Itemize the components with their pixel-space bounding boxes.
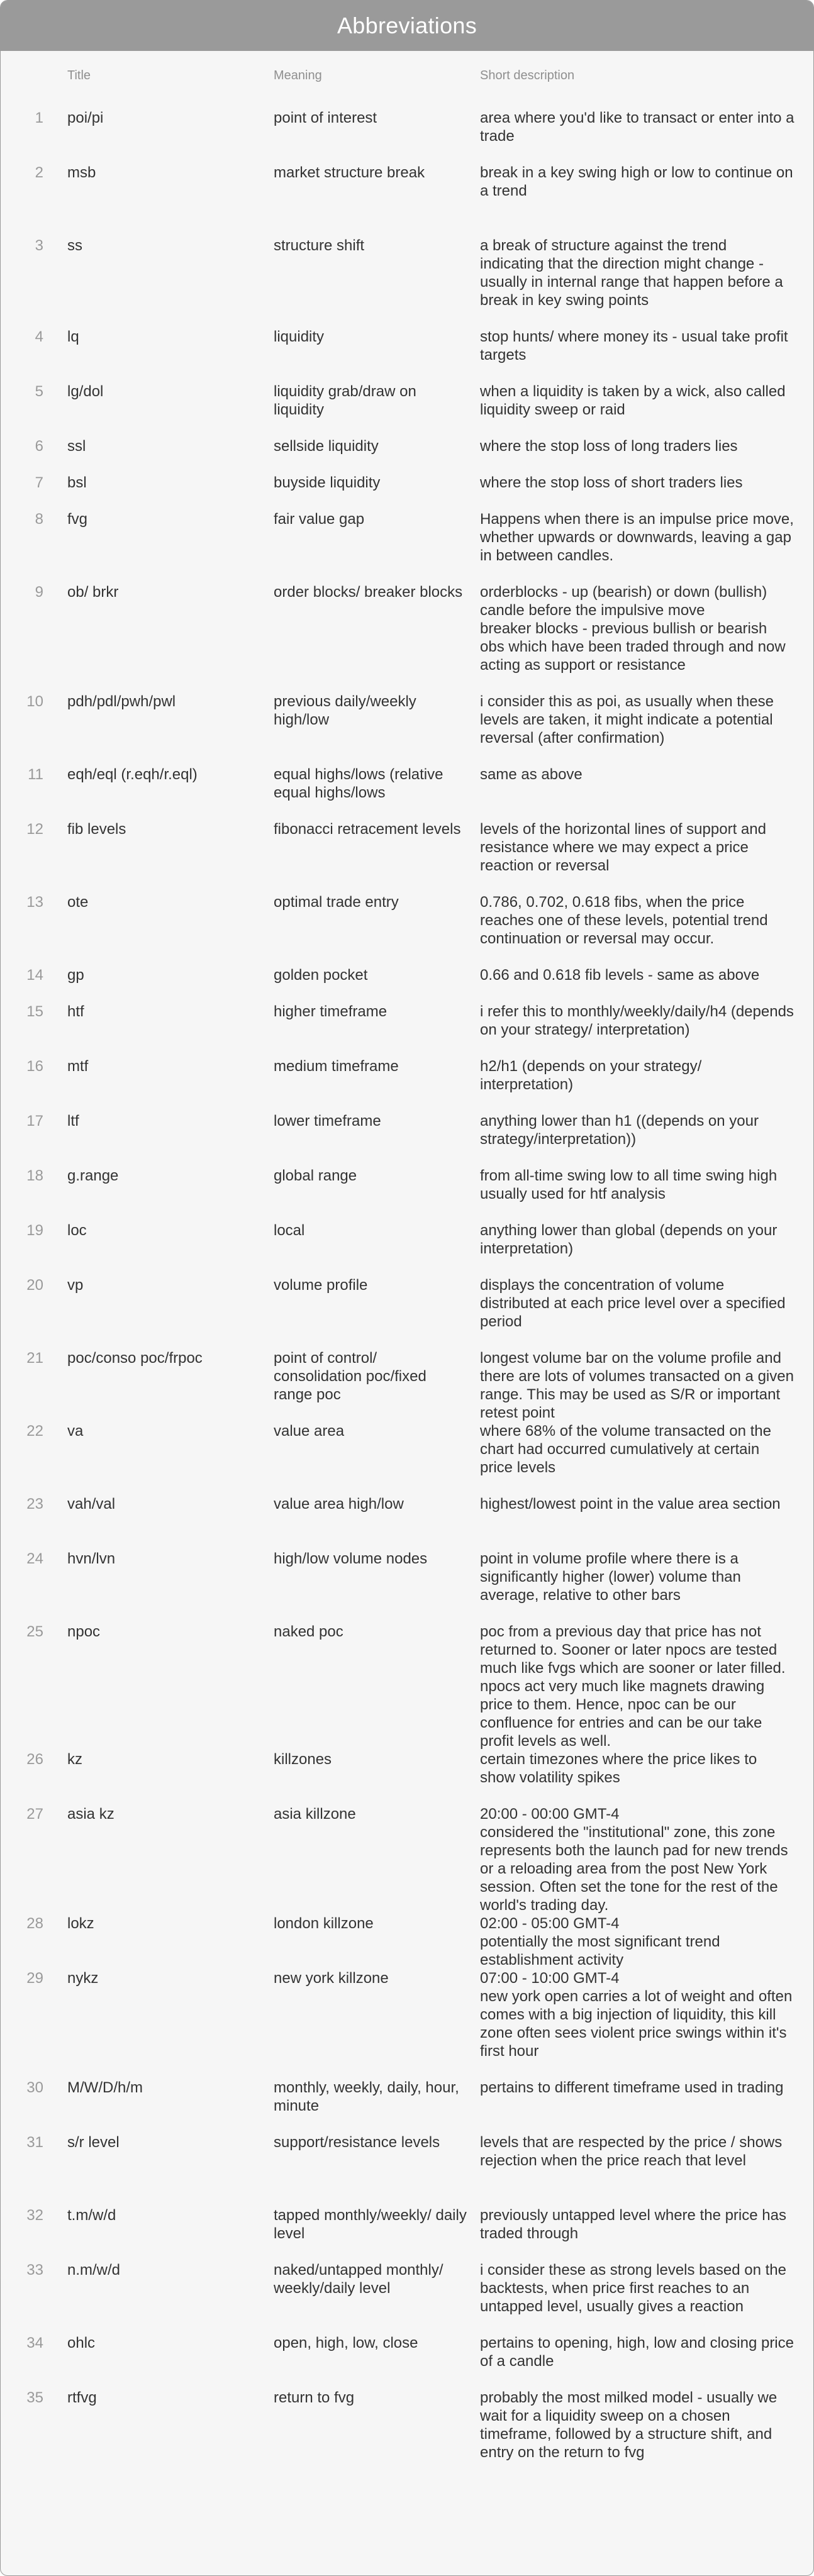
row-meaning: market structure break [274, 164, 425, 181]
row-meaning: new york killzone [274, 1970, 389, 1987]
row-description: break in a key swing high or low to continue on a trend [480, 164, 793, 199]
row-number: 7 [35, 474, 43, 491]
table-row [1, 884, 813, 957]
row-number: 22 [26, 1423, 43, 1440]
row-description: i consider this as poi, as usually when these levels are taken, it might indicate a potential reversal (after confirmation) [480, 693, 774, 747]
table-row [1, 1486, 813, 1541]
table-row [1, 319, 813, 374]
row-title: M/W/D/h/m [67, 2079, 143, 2096]
row-description: where 68% of the volume transacted on the chart had occurred cumulatively at certain price levels [480, 1423, 771, 1476]
row-number: 10 [26, 693, 43, 710]
row-description: a break of structure against the trend indicating that the direction might change - usually in internal range that happen before a break in key swing points [480, 237, 783, 309]
row-number: 26 [26, 1751, 43, 1768]
row-number: 17 [26, 1113, 43, 1130]
row-description: from all-time swing low to all time swing high usually used for htf analysis [480, 1167, 778, 1202]
row-title: rtfvg [67, 2389, 97, 2406]
row-meaning: naked/untapped monthly/ weekly/daily level [274, 2262, 443, 2297]
table-row [1, 228, 813, 319]
row-description: displays the concentration of volume distributed at each price level over a specified period [480, 1277, 786, 1330]
row-description: highest/lowest point in the value area section [480, 1496, 781, 1513]
row-title: loc [67, 1222, 87, 1239]
row-description: previously untapped level where the price has traded through [480, 2207, 786, 2242]
row-meaning: value area high/low [274, 1496, 404, 1513]
row-number: 6 [35, 438, 43, 455]
row-meaning: higher timeframe [274, 1003, 387, 1020]
table-row [1, 2197, 813, 2252]
row-number: 8 [35, 511, 43, 528]
row-title: asia kz [67, 1806, 114, 1823]
row-title: npoc [67, 1623, 101, 1640]
row-title: poi/pi [67, 109, 104, 126]
row-description: point in volume profile where there is a significantly higher (lower) volume than average, relative to other bars [480, 1550, 741, 1604]
table-row [1, 757, 813, 811]
row-title: eqh/eql (r.eqh/r.eql) [67, 766, 198, 783]
header-title: Title [67, 68, 91, 82]
row-meaning: monthly, weekly, daily, hour, minute [274, 2079, 459, 2114]
table-row [1, 501, 813, 574]
row-description: pertains to opening, high, low and closing price of a candle [480, 2334, 794, 2370]
row-description: h2/h1 (depends on your strategy/ interpretation) [480, 1058, 702, 1093]
title-bar [1, 1, 813, 51]
row-title: vp [67, 1277, 84, 1294]
row-description: when a liquidity is taken by a wick, also called liquidity sweep or raid [480, 383, 786, 418]
row-meaning: london killzone [274, 1915, 374, 1932]
row-meaning: global range [274, 1167, 357, 1184]
row-meaning: buyside liquidity [274, 474, 381, 491]
row-meaning: sellside liquidity [274, 438, 379, 455]
row-number: 24 [26, 1550, 43, 1567]
table-row [1, 957, 813, 994]
row-title: gp [67, 967, 84, 984]
row-title: lokz [67, 1915, 94, 1932]
row-number: 34 [26, 2334, 43, 2351]
row-title: vah/val [67, 1496, 116, 1513]
row-meaning: high/low volume nodes [274, 1550, 428, 1567]
table-row [1, 684, 813, 757]
row-number: 2 [35, 164, 43, 181]
row-description: i refer this to monthly/weekly/daily/h4 (depends on your strategy/ interpretation) [480, 1003, 794, 1038]
row-number: 27 [26, 1806, 43, 1823]
row-description: area where you'd like to transact or enter into a trade [480, 109, 794, 145]
table-row [1, 1103, 813, 1158]
row-meaning: return to fvg [274, 2389, 355, 2406]
row-title: ote [67, 894, 89, 911]
row-meaning: liquidity [274, 328, 325, 345]
row-title: s/r level [67, 2134, 120, 2151]
row-number: 35 [26, 2389, 43, 2406]
table-row [1, 1213, 813, 1267]
row-description: 0.786, 0.702, 0.618 fibs, when the price reaches one of these levels, potential trend continuation or reversal may occur. [480, 894, 768, 947]
row-meaning: liquidity grab/draw on liquidity [274, 383, 416, 418]
table-row [1, 994, 813, 1048]
table-row [1, 811, 813, 884]
row-meaning: support/resistance levels [274, 2134, 440, 2151]
table-row [1, 374, 813, 428]
row-meaning: asia killzone [274, 1806, 356, 1823]
row-description: anything lower than h1 ((depends on your strategy/interpretation)) [480, 1113, 759, 1148]
row-description: poc from a previous day that price has not returned to. Sooner or later npocs are tested much like fvgs which are sooner or later filled. npocs act very much like magnets drawing price to them. Hence, npoc can be our confluence for entries and can be our take profit levels as well. [480, 1623, 786, 1750]
row-meaning: golden pocket [274, 967, 368, 984]
row-meaning: volume profile [274, 1277, 368, 1294]
row-title: bsl [67, 474, 87, 491]
row-description: probably the most milked model - usually we wait for a liquidity sweep on a chosen timeframe, followed by a structure shift, and entry on the return to fvg [480, 2389, 778, 2461]
row-number: 16 [26, 1058, 43, 1075]
row-description: pertains to different timeframe used in trading [480, 2079, 784, 2096]
row-number: 1 [35, 109, 43, 126]
row-number: 31 [26, 2134, 43, 2151]
row-number: 28 [26, 1915, 43, 1932]
row-description: Happens when there is an impulse price move, whether upwards or downwards, leaving a gap in between candles. [480, 511, 794, 564]
row-number: 12 [26, 821, 43, 838]
table-body [1, 100, 813, 2461]
row-title: fib levels [67, 821, 126, 838]
row-number: 15 [26, 1003, 43, 1020]
row-number: 32 [26, 2207, 43, 2224]
row-title: va [67, 1423, 84, 1440]
row-number: 4 [35, 328, 43, 345]
table-row [1, 2380, 813, 2461]
row-number: 33 [26, 2262, 43, 2279]
row-description: anything lower than global (depends on your interpretation) [480, 1222, 778, 1257]
row-meaning: point of control/ consolidation poc/fixed range poc [274, 1350, 427, 1403]
row-meaning: equal highs/lows (relative equal highs/lows [274, 766, 443, 801]
row-number: 19 [26, 1222, 43, 1239]
table-row [1, 1267, 813, 1340]
row-description: where the stop loss of short traders lies [480, 474, 743, 491]
row-title: ss [67, 237, 82, 254]
row-title: hvn/lvn [67, 1550, 116, 1567]
table-row [1, 1960, 813, 2070]
row-number: 30 [26, 2079, 43, 2096]
row-meaning: medium timeframe [274, 1058, 399, 1075]
row-meaning: tapped monthly/weekly/ daily level [274, 2207, 467, 2242]
table-row [1, 428, 813, 465]
table-row [1, 2124, 813, 2197]
row-title: mtf [67, 1058, 89, 1075]
table-row [1, 1413, 813, 1486]
row-title: pdh/pdl/pwh/pwl [67, 693, 176, 710]
row-title: msb [67, 164, 96, 181]
row-title: ohlc [67, 2334, 96, 2351]
table-row [1, 574, 813, 684]
row-meaning: local [274, 1222, 305, 1239]
row-number: 21 [26, 1350, 43, 1367]
table-row [1, 2325, 813, 2380]
row-number: 9 [35, 584, 43, 601]
row-description: levels that are respected by the price / shows rejection when the price reach that level [480, 2134, 783, 2169]
row-title: lg/dol [67, 383, 104, 400]
row-title: nykz [67, 1970, 99, 1987]
row-title: kz [67, 1751, 82, 1768]
row-description: 07:00 - 10:00 GMT-4 new york open carries a lot of weight and often comes with a big injection of liquidity, this kill zone often sees violent price swings within it's first hour [480, 1970, 793, 2060]
table-row [1, 465, 813, 501]
row-number: 25 [26, 1623, 43, 1640]
row-title: ssl [67, 438, 86, 455]
table-row [1, 1048, 813, 1103]
row-meaning: fibonacci retracement levels [274, 821, 461, 838]
row-description: orderblocks - up (bearish) or down (bullish) candle before the impulsive move breaker blocks - previous bullish or bearish obs which have been traded through and now acting as support or resistance [480, 584, 786, 674]
row-title: ltf [67, 1113, 79, 1130]
row-description: 0.66 and 0.618 fib levels - same as above [480, 967, 760, 984]
table-row [1, 1906, 813, 1968]
header-description: Short description [480, 68, 575, 82]
table-row [1, 100, 813, 155]
table-row [1, 155, 813, 228]
row-description: levels of the horizontal lines of support and resistance where we may expect a price reaction or reversal [480, 821, 766, 874]
row-number: 14 [26, 967, 43, 984]
row-title: n.m/w/d [67, 2262, 121, 2279]
row-description: i consider these as strong levels based on the backtests, when price first reaches to an untapped level, usually gives a reaction [480, 2262, 786, 2315]
row-title: ob/ brkr [67, 584, 119, 601]
row-number: 11 [28, 766, 43, 783]
row-number: 23 [26, 1496, 43, 1513]
row-meaning: structure shift [274, 237, 365, 254]
table-row [1, 1614, 813, 1750]
row-meaning: naked poc [274, 1623, 343, 1640]
row-number: 29 [26, 1970, 43, 1987]
row-title: lq [67, 328, 79, 345]
row-number: 13 [26, 894, 43, 911]
table-row [1, 1541, 813, 1614]
row-description: same as above [480, 766, 583, 783]
row-number: 5 [35, 383, 43, 400]
header-meaning: Meaning [274, 68, 322, 82]
table-row [1, 2252, 813, 2325]
table-header [1, 51, 813, 100]
row-meaning: killzones [274, 1751, 332, 1768]
row-title: t.m/w/d [67, 2207, 116, 2224]
row-description: certain timezones where the price likes to show volatility spikes [480, 1751, 757, 1786]
row-number: 3 [35, 237, 43, 254]
row-description: 20:00 - 00:00 GMT-4 considered the "institutional" zone, this zone represents both the launch pad for new trends or a reloading area from the post New York session. Often set the tone for the rest of the world's trading day. [480, 1806, 788, 1914]
row-title: fvg [67, 511, 88, 528]
row-meaning: lower timeframe [274, 1113, 381, 1130]
table-row [1, 1741, 813, 1796]
table-row [1, 1796, 813, 1914]
row-meaning: previous daily/weekly high/low [274, 693, 416, 728]
row-description: where the stop loss of long traders lies [480, 438, 738, 455]
row-title: poc/conso poc/frpoc [67, 1350, 203, 1367]
row-title: htf [67, 1003, 84, 1020]
table-row [1, 2070, 813, 2124]
row-description: longest volume bar on the volume profile and there are lots of volumes transacted on a given range. This may be used as S/R or important retest point [480, 1350, 794, 1421]
page-title: Abbreviations [337, 13, 477, 38]
row-meaning: fair value gap [274, 511, 365, 528]
row-description: 02:00 - 05:00 GMT-4 potentially the most significant trend establishment activity [480, 1915, 720, 1968]
row-meaning: order blocks/ breaker blocks [274, 584, 463, 601]
table-row [1, 1340, 813, 1421]
row-number: 20 [26, 1277, 43, 1294]
row-description: stop hunts/ where money its - usual take profit targets [480, 328, 788, 364]
row-title: g.range [67, 1167, 119, 1184]
row-meaning: open, high, low, close [274, 2334, 418, 2351]
row-meaning: value area [274, 1423, 345, 1440]
row-number: 18 [26, 1167, 43, 1184]
table-row [1, 1158, 813, 1213]
row-meaning: point of interest [274, 109, 377, 126]
row-meaning: optimal trade entry [274, 894, 399, 911]
